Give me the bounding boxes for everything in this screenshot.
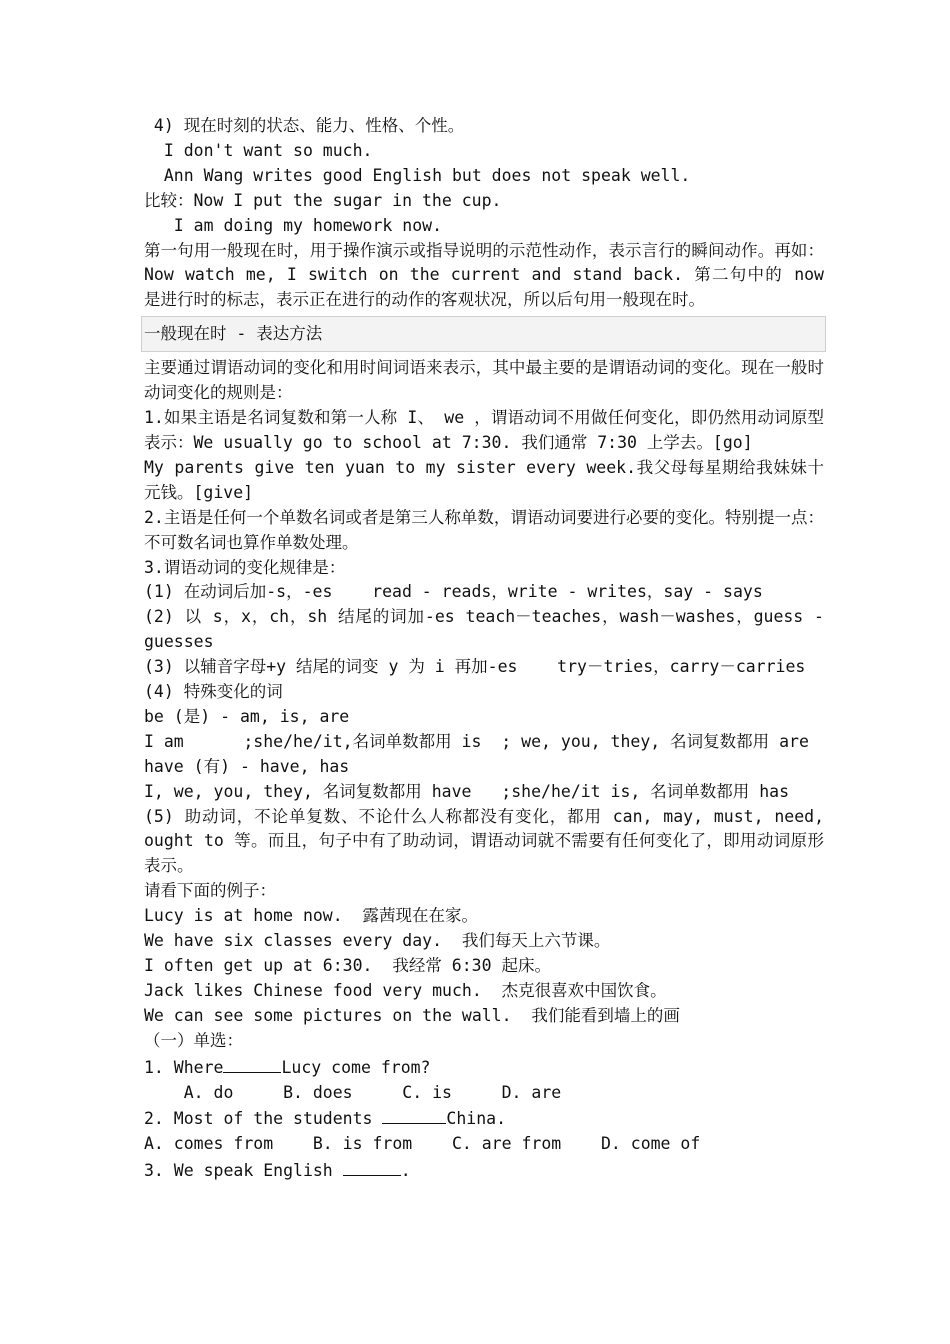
example-sentence: Jack likes Chinese food very much. 杰克很喜欢中国饮食。 [144,980,667,1000]
document-page [144,114,824,1184]
example-sentence: Lucy is at home now. 露茜现在在家。 [144,906,479,926]
exercise-title: （一）单选： [144,1030,243,1050]
have-forms: have (有) - have, has [144,756,350,776]
intro-example: Ann Wang writes good English but does not speak well. [144,165,691,185]
intro-example: I am doing my homework now. [144,215,443,235]
intro-paragraph: 第一句用一般现在时，用于操作演示或指导说明的示范性动作，表示言行的瞬间动作。再如：Now watch me, I switch on the current and stand back. 第二句中的 now 是进行时的标志，表示正在进行的动作的客观状况，所以后句用一般现在时。 [144,240,824,310]
rule-1: 1.如果主语是名词复数和第一人称 I、 we ，谓语动词不用做任何变化，即仍然用动词原型表示：We usually go to school at 7:30. 我们通常 7:30 上学去。[go] [144,408,824,452]
question-2-options: A. comes from B. is from C. are from D. come of [144,1134,701,1154]
intro-line: 4) 现在时刻的状态、能力、性格、个性。 [144,116,465,135]
question-1-options: A. do B. does C. is D. are [144,1082,562,1102]
rule-2: 2.主语是任何一个单数名词或者是第三人称单数，谓语动词要进行必要的变化。特别提一点：不可数名词也算作单数处理。 [144,507,824,552]
question-3: 3. We speak English . [144,1157,824,1184]
rule-item: (3) 以辅音字母+y 结尾的词变 y 为 i 再加-es try－tries，carry－carries [144,657,806,677]
rule-item: (5) 助动词，不论单复数、不论什么人称都没有变化，都用 can, may, must, need, ought to 等。而且，句子中有了助动词，谓语动词就不需要有任何变化了，即用动词原形表示。 [144,806,824,876]
example-sentence: We have six classes every day. 我们每天上六节课。 [144,931,611,951]
be-forms: be (是) - am, is, are [144,706,350,726]
intro-example: I don't want so much. [144,140,373,160]
examples-title: 请看下面的例子： [144,881,276,901]
body-paragraph: 主要通过谓语动词的变化和用时间词语来表示，其中最主要的是谓语动词的变化。现在一般时动词变化的规则是： [144,358,824,403]
rule-3: 3.谓语动词的变化规律是： [144,557,346,577]
answer-blank[interactable] [223,1054,281,1073]
be-usage: I am ;she/he/it,名词单数都用 is ; we, you, they, 名词复数都用 are [144,731,809,751]
answer-blank[interactable] [382,1105,446,1124]
question-2: 2. Most of the students China. [144,1105,824,1132]
section-title: 一般现在时 - 表达方法 [144,324,323,344]
section-heading [141,316,826,352]
have-usage: I, we, you, they, 名词复数都用 have ;she/he/it is, 名词单数都用 has [144,781,790,801]
intro-compare: 比较：Now I put the sugar in the cup. [144,190,502,210]
question-1: 1. Where Lucy come from? [144,1054,824,1081]
rule-item: (2) 以 s，x，ch，sh 结尾的词加-es teach－teaches，wash－washes，guess - guesses [144,607,824,652]
rule-1-example: My parents give ten yuan to my sister every week.我父母每星期给我妹妹十元钱。[give] [144,457,824,502]
example-sentence: We can see some pictures on the wall. 我们能看到墙上的画 [144,1005,680,1025]
rule-item: (1) 在动词后加-s，-es read - reads，write - writes，say - says [144,582,763,602]
example-sentence: I often get up at 6:30. 我经常 6:30 起床。 [144,956,551,975]
answer-blank[interactable] [343,1157,401,1176]
rule-item: (4) 特殊变化的词 [144,682,283,702]
